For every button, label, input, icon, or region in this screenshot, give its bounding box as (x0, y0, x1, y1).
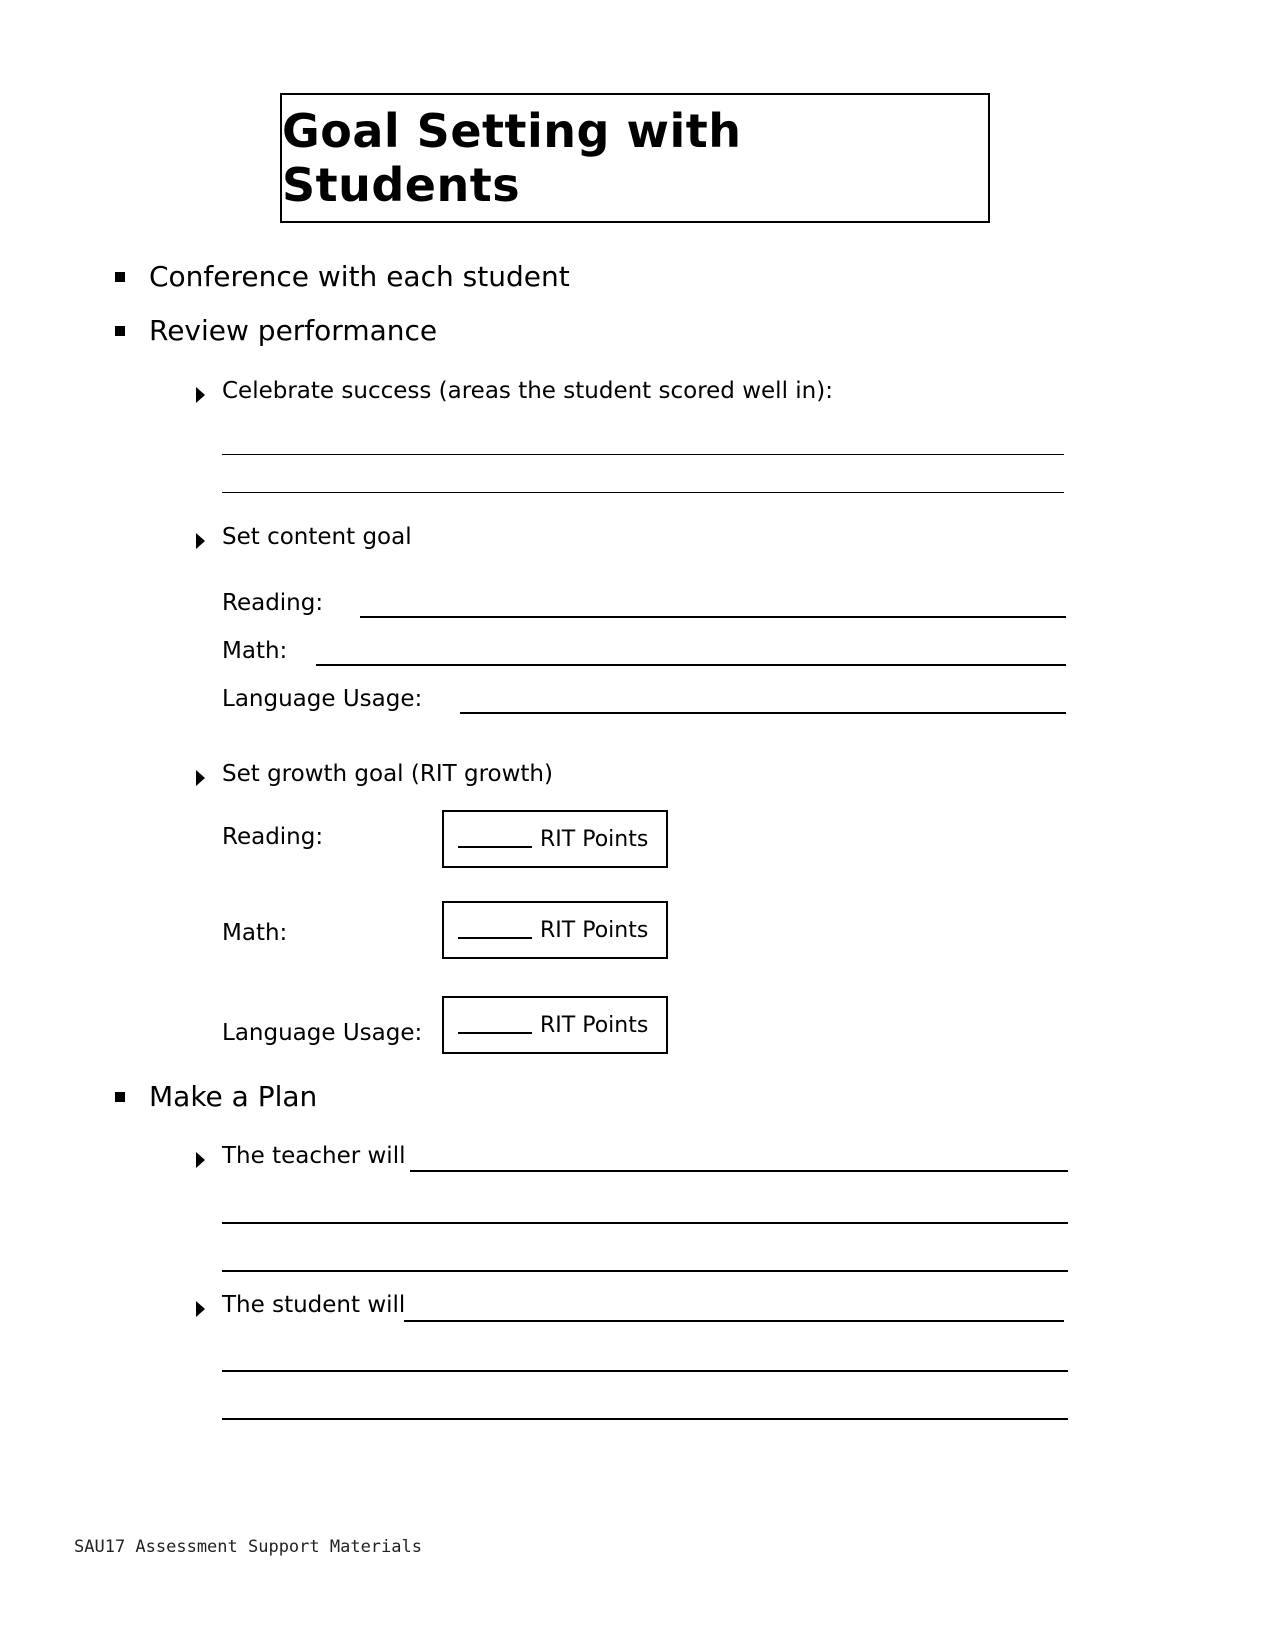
growth-math-box[interactable] (442, 901, 668, 959)
growth-reading-box[interactable] (442, 810, 668, 868)
growth-reading-label: Reading: (222, 824, 324, 850)
growth-language-box[interactable] (442, 996, 668, 1054)
triangle-bullet-icon (196, 533, 205, 549)
rit-points-label: RIT Points (540, 826, 649, 852)
square-bullet-icon (115, 1092, 125, 1102)
page-title: Goal Setting with Students (282, 104, 742, 212)
rit-blank[interactable] (458, 937, 532, 939)
bullet-conference: Conference with each student (149, 260, 570, 293)
student-line-3[interactable] (222, 1418, 1068, 1420)
student-line-2[interactable] (222, 1370, 1068, 1372)
growth-math-label: Math: (222, 920, 288, 946)
bullet-review: Review performance (149, 314, 438, 347)
content-math-line[interactable] (316, 664, 1066, 666)
square-bullet-icon (115, 272, 125, 282)
celebrate-line-2[interactable] (222, 492, 1064, 493)
teacher-line-3[interactable] (222, 1270, 1068, 1272)
content-language-label: Language Usage: (222, 686, 423, 712)
student-line-1[interactable] (404, 1320, 1064, 1322)
teacher-will-label: The teacher will (222, 1143, 406, 1169)
rit-blank[interactable] (458, 1032, 532, 1034)
rit-points-label: RIT Points (540, 1012, 649, 1038)
footer-text: SAU17 Assessment Support Materials (74, 1537, 422, 1557)
rit-points-label: RIT Points (540, 917, 649, 943)
content-reading-label: Reading: (222, 590, 324, 616)
triangle-bullet-icon (196, 387, 205, 403)
triangle-bullet-icon (196, 770, 205, 786)
celebrate-label: Celebrate success (areas the student scored well in): (222, 378, 833, 404)
title-box (280, 93, 990, 223)
growth-goal-label: Set growth goal (RIT growth) (222, 761, 553, 787)
celebrate-line-1[interactable] (222, 454, 1064, 455)
teacher-line-1[interactable] (410, 1170, 1068, 1172)
content-reading-line[interactable] (360, 616, 1066, 618)
teacher-line-2[interactable] (222, 1222, 1068, 1224)
triangle-bullet-icon (196, 1301, 205, 1317)
content-math-label: Math: (222, 638, 288, 664)
bullet-plan: Make a Plan (149, 1080, 318, 1113)
content-goal-label: Set content goal (222, 524, 412, 550)
content-language-line[interactable] (460, 712, 1066, 714)
student-will-label: The student will (222, 1292, 406, 1318)
square-bullet-icon (115, 326, 125, 336)
growth-language-label: Language Usage: (222, 1020, 423, 1046)
rit-blank[interactable] (458, 846, 532, 848)
triangle-bullet-icon (196, 1152, 205, 1168)
